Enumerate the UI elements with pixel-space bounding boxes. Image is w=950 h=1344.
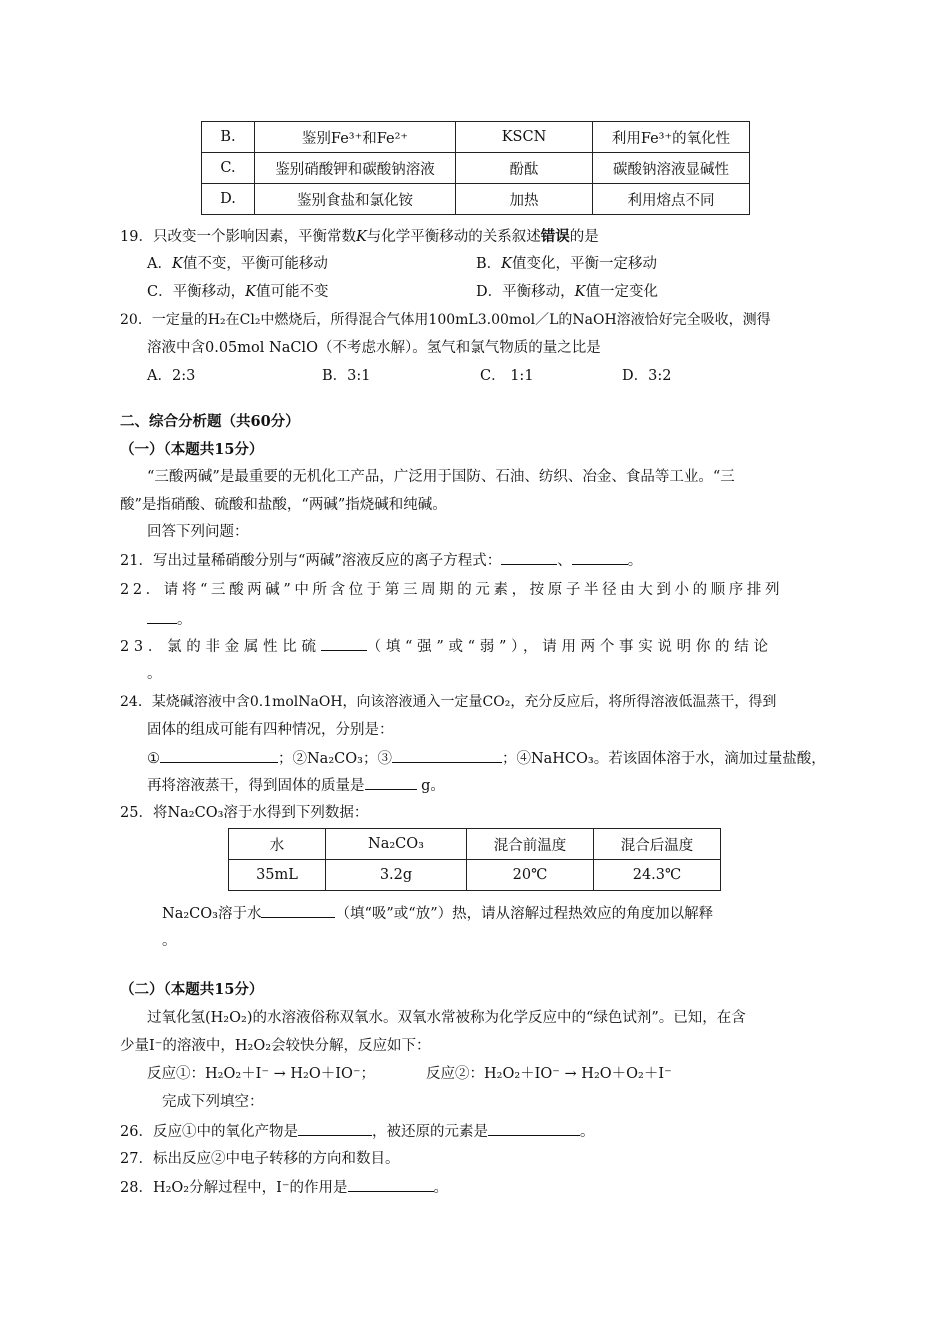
intro-line: 少量I⁻的溶液中，H₂O₂会较快分解，反应如下：	[120, 1038, 431, 1054]
answer-blank[interactable]	[365, 775, 417, 790]
question-20-line1: 20．一定量的H₂在Cl₂中燃烧后，所得混合气体用100mL3.00mol／L的NaOH溶液恰好完全吸收，测得	[120, 312, 771, 328]
text: Na₂CO₃溶于水	[162, 906, 262, 922]
option-b: B．3:1	[322, 368, 371, 384]
column-header: 混合前温度	[467, 829, 594, 860]
answer-blank[interactable]	[298, 1121, 372, 1136]
table-cell: 24.3℃	[594, 860, 721, 891]
section-title: 二、综合分析题（共60分）	[120, 413, 300, 430]
text: 值不变，平衡可能移动	[182, 256, 328, 272]
option-d	[476, 282, 658, 302]
text: 再将溶液蒸干，得到固体的质量是	[147, 778, 365, 794]
text: 与化学平衡移动的关系叙述	[366, 229, 541, 245]
text: ；②Na₂CO₃；③	[278, 751, 392, 767]
dissolution-table	[228, 828, 721, 891]
question-20-line2: 溶液中含0.05mol NaClO（不考虑水解）。氢气和氯气物质的量之比是	[147, 340, 601, 356]
question-25: 25．将Na₂CO₃溶于水得到下列数据：	[120, 805, 369, 821]
table-cell: 鉴别Fe³⁺和Fe²⁺	[255, 122, 456, 153]
option-c: C． 1:1	[480, 368, 534, 384]
question-23-end: 。	[147, 666, 162, 682]
table-cell: 3.2g	[326, 860, 467, 891]
text: 、	[557, 553, 572, 569]
table-cell: 鉴别硝酸钾和碳酸钠溶液	[255, 153, 456, 184]
text: C．平衡移动，	[147, 284, 246, 300]
table-cell: 20℃	[467, 860, 594, 891]
column-header: 混合后温度	[594, 829, 721, 860]
text: 。	[627, 553, 643, 569]
table-cell: 酚酞	[456, 153, 593, 184]
text: 的是	[569, 229, 599, 245]
k-symbol: K	[574, 284, 586, 300]
k-symbol: K	[355, 229, 367, 245]
table-cell: 加热	[456, 184, 593, 215]
text: （填“强”或“弱”），请用两个事实说明你的结论	[366, 639, 773, 655]
answer-blank[interactable]	[488, 1121, 580, 1136]
k-symbol: K	[171, 256, 183, 272]
option-d: D．3:2	[622, 368, 672, 384]
question-23	[120, 636, 773, 657]
table-row	[229, 860, 721, 891]
question-24-line3	[147, 748, 826, 769]
question-19-stem	[120, 227, 599, 247]
answer-blank[interactable]	[348, 1177, 434, 1192]
intro-line: “三酸两碱”是最重要的无机化工产品，广泛用于国防、石油、纺织、冶金、食品等工业。“三	[147, 469, 735, 485]
reaction-1: 反应①：H₂O₂＋I⁻ → H₂O＋IO⁻；	[147, 1066, 376, 1082]
question-28	[120, 1177, 448, 1198]
text: 21．写出过量稀硝酸分别与“两碱”溶液反应的离子方程式：	[120, 553, 502, 569]
question-27: 27．标出反应②中电子转移的方向和数目。	[120, 1151, 400, 1167]
question-25-end: 。	[162, 933, 177, 949]
part-title: （一）（本题共15分）	[120, 441, 264, 458]
text: 19．只改变一个影响因素，平衡常数	[120, 229, 356, 245]
answer-blank[interactable]	[261, 903, 335, 918]
table-cell: KSCN	[456, 122, 593, 153]
reaction-2: 反应②：H₂O₂＋IO⁻ → H₂O＋O₂＋I⁻	[426, 1066, 672, 1082]
table-row	[202, 153, 750, 184]
answer-blank[interactable]	[392, 748, 502, 763]
question-21	[120, 550, 642, 571]
emphasis-text: 错误	[540, 228, 570, 245]
text: 值一定变化	[585, 284, 658, 300]
option-c	[147, 282, 328, 302]
answer-blank[interactable]	[147, 609, 177, 624]
text: D．平衡移动，	[476, 284, 575, 300]
text: 26．反应①中的氧化产物是	[120, 1124, 298, 1140]
text: 。	[579, 1124, 595, 1140]
answer-blank[interactable]	[321, 636, 367, 651]
table-header-row	[229, 829, 721, 860]
option-b	[476, 254, 657, 274]
table-cell: 利用熔点不同	[593, 184, 750, 215]
question-24-line2: 固体的组成可能有四种情况，分别是：	[147, 722, 394, 738]
table-cell: D.	[202, 184, 255, 215]
text: 23．氯的非金属性比硫	[120, 639, 321, 655]
answer-blank[interactable]	[572, 550, 628, 565]
table-cell: 35mL	[229, 860, 326, 891]
text: 28．H₂O₂分解过程中，I⁻的作用是	[120, 1180, 348, 1196]
question-22: 22．请将“三酸两碱”中所含位于第三周期的元素，按原子半径由大到小的顺序排列	[120, 582, 784, 598]
intro-line: 过氧化氢(H₂O₂)的水溶液俗称双氧水。双氧水常被称为化学反应中的“绿色试剂”。已知，在含	[147, 1010, 746, 1026]
text: B．	[476, 256, 502, 272]
question-26	[120, 1121, 594, 1142]
reagent-table	[201, 121, 750, 215]
text: （填“吸”或“放”）热，请从溶解过程热效应的角度加以解释	[335, 906, 714, 922]
k-symbol: K	[501, 256, 512, 272]
text: 。	[177, 612, 192, 628]
instruction: 完成下列填空：	[162, 1094, 264, 1110]
text: ；④NaHCO₃。若该固体溶于水，滴加过量盐酸，	[501, 751, 826, 767]
table-cell: 利用Fe³⁺的氧化性	[593, 122, 750, 153]
text: 。	[433, 1180, 448, 1196]
question-22-cont	[147, 609, 192, 630]
text: 值变化，平衡一定移动	[512, 256, 657, 272]
question-24: 24．某烧碱溶液中含0.1molNaOH，向该溶液通入一定量CO₂，充分反应后，将所得溶液低温蒸干，得到	[120, 694, 777, 710]
table-row	[202, 122, 750, 153]
table-cell: 碳酸钠溶液显碱性	[593, 153, 750, 184]
table-row	[202, 184, 750, 215]
text: A．	[147, 256, 172, 272]
text: g。	[416, 778, 445, 794]
table-cell: C.	[202, 153, 255, 184]
intro-line: 酸”是指硝酸、硫酸和盐酸，“两碱”指烧碱和纯碱。	[120, 497, 447, 513]
column-header: Na₂CO₃	[326, 829, 467, 860]
option-a	[147, 254, 328, 274]
part-title: （二）（本题共15分）	[120, 981, 264, 998]
column-header: 水	[229, 829, 326, 860]
text: ①	[147, 751, 160, 767]
question-25-tail	[162, 903, 713, 924]
table-cell: B.	[202, 122, 255, 153]
text: ，被还原的元素是	[371, 1124, 488, 1140]
answer-blank[interactable]	[160, 748, 278, 763]
answer-blank[interactable]	[501, 550, 557, 565]
k-symbol: K	[245, 284, 256, 300]
table-cell: 鉴别食盐和氯化铵	[255, 184, 456, 215]
question-24-line4	[147, 775, 445, 796]
text: 值可能不变	[255, 284, 329, 300]
intro-line: 回答下列问题：	[147, 524, 249, 540]
option-a: A．2:3	[147, 368, 196, 384]
